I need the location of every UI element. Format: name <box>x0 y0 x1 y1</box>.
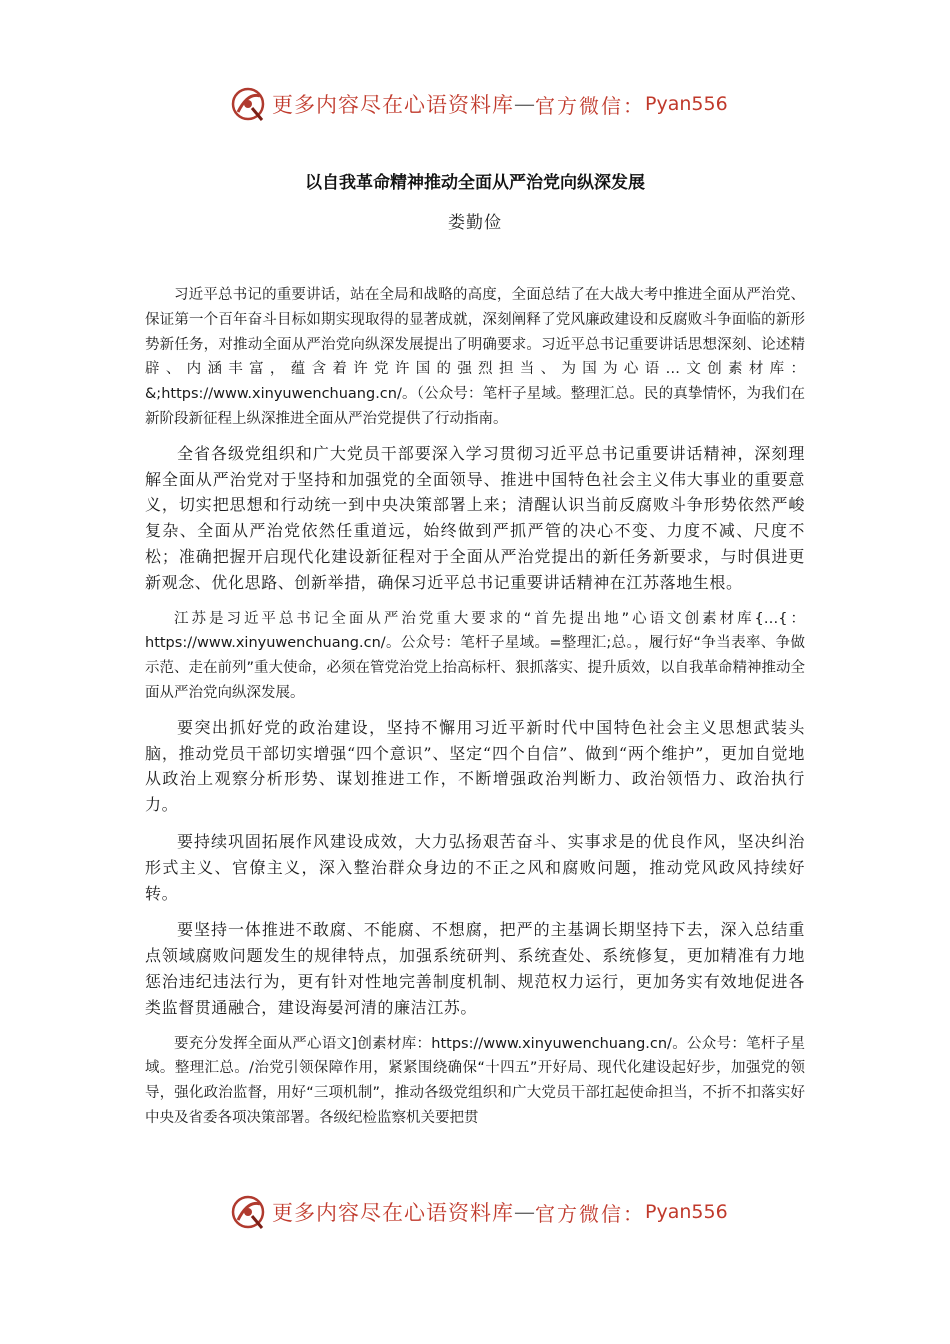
paragraph: 要突出抓好党的政治建设，坚持不懈用习近平新时代中国特色社会主义思想武装头脑，推动党员干部切实增强“四个意识”、坚定“四个自信”、做到“两个维护”，更加自觉地从政治上观察分析形势、谋划推进工作，不断增强政治判断力、政治领悟力、政治执行力。 <box>145 717 805 815</box>
paragraph: 江苏是习近平总书记全面从严治党重大要求的“首先提出地”心语文创素材库{…{：https://www.xinyuwenchuang.cn/。公众号：笔杆子星域。=整理汇;总。，履行好“争当表率、争做示范、走在前列”重大使命，必须在管党治党上抬高标杆、狠抓落实、提升质效，以自我革命精神推动全面从严治党向纵深发展。 <box>145 610 806 701</box>
document-title: 以自我革命精神推动全面从严治党向纵深发展 <box>305 173 645 193</box>
paragraph: 全省各级党组织和广大党员干部要深入学习贯彻习近平总书记重要讲话精神，深刻理解全面从严治党对于坚持和加强党的全面领导、推进中国特色社会主义伟大事业的重要意义，切实把思想和行动统一到中央决策部署上来；清醒认识当前反腐败斗争形势依然严峻复杂、全面从严治党依然任重道远，始终做到严抓严管的决心不变、力度不减、尺度不松；准确把握开启现代化建设新征程对于全面从严治党提出的新任务新要求，与时俱进更新观念、优化思路、创新举措，确保习近平总书记重要讲话精神在江苏落地生根。 <box>145 443 805 592</box>
paragraph: 要充分发挥全面从严心语文]创素材库：https://www.xinyuwenchuang.cn/。公众号：笔杆子星域。整理汇总。/治党引领保障作用，紧紧围绕确保“十四五”开好局、现代化建设起好步，加强党的领导，强化政治监督，用好“三项机制”，推动各级党组织和广大党员干部扛起使命担当，不折不扣落实好中央及省委各项决策部署。各级纪检监察机关要把贯 <box>145 1035 805 1126</box>
banner-main-text: 更多内容尽在心语资料库 <box>272 93 514 117</box>
document-author: 娄勤俭 <box>448 213 502 233</box>
banner-wechat-id: Pyan556 <box>645 93 728 115</box>
header-banner <box>228 82 728 126</box>
banner-wechat-label: 官方微信： <box>535 1201 645 1226</box>
logo-icon <box>228 84 268 124</box>
paragraph: 要持续巩固拓展作风建设成效，大力弘扬艰苦奋斗、实事求是的优良作风，坚决纠治形式主义、官僚主义，深入整治群众身边的不正之风和腐败问题，推动党风政风持续好转。 <box>145 831 805 903</box>
banner-separator: — <box>514 1200 535 1224</box>
paragraph: 习近平总书记的重要讲话，站在全局和战略的高度，全面总结了在大战大考中推进全面从严治党、保证第一个百年奋斗目标如期实现取得的显著成就，深刻阐释了党风廉政建设和反腐败斗争面临的新形势新任务，对推动全面从严治党向纵深发展提出了明确要求。习近平总书记重要讲话思想深刻、论述精辟、内涵丰富，蕴含着许党许国的强烈担当、为国为心语…文创素材库：&;https://www.xinyuwenchuang.cn/。（公众号：笔杆子星域。整理汇总。民的真挚情怀，为我们在新阶段新征程上纵深推进全面从严治党提供了行动指南。 <box>145 287 805 427</box>
banner-wechat-label: 官方微信： <box>535 93 645 118</box>
footer-banner <box>228 1190 728 1234</box>
banner-separator: — <box>514 92 535 116</box>
paragraph: 要坚持一体推进不敢腐、不能腐、不想腐，把严的主基调长期坚持下去，深入总结重点领域腐败问题发生的规律特点，加强系统研判、系统查处、系统修复，更加精准有力地惩治违纪违法行为，更有针对性地完善制度机制、规范权力运行，更加务实有效地促进各类监督贯通融合，建设海晏河清的廉洁江苏。 <box>145 920 805 1017</box>
logo-icon <box>228 1192 268 1232</box>
banner-main-text: 更多内容尽在心语资料库 <box>272 1201 514 1225</box>
document-body <box>145 283 805 1140</box>
banner-wechat-id: Pyan556 <box>645 1201 728 1223</box>
